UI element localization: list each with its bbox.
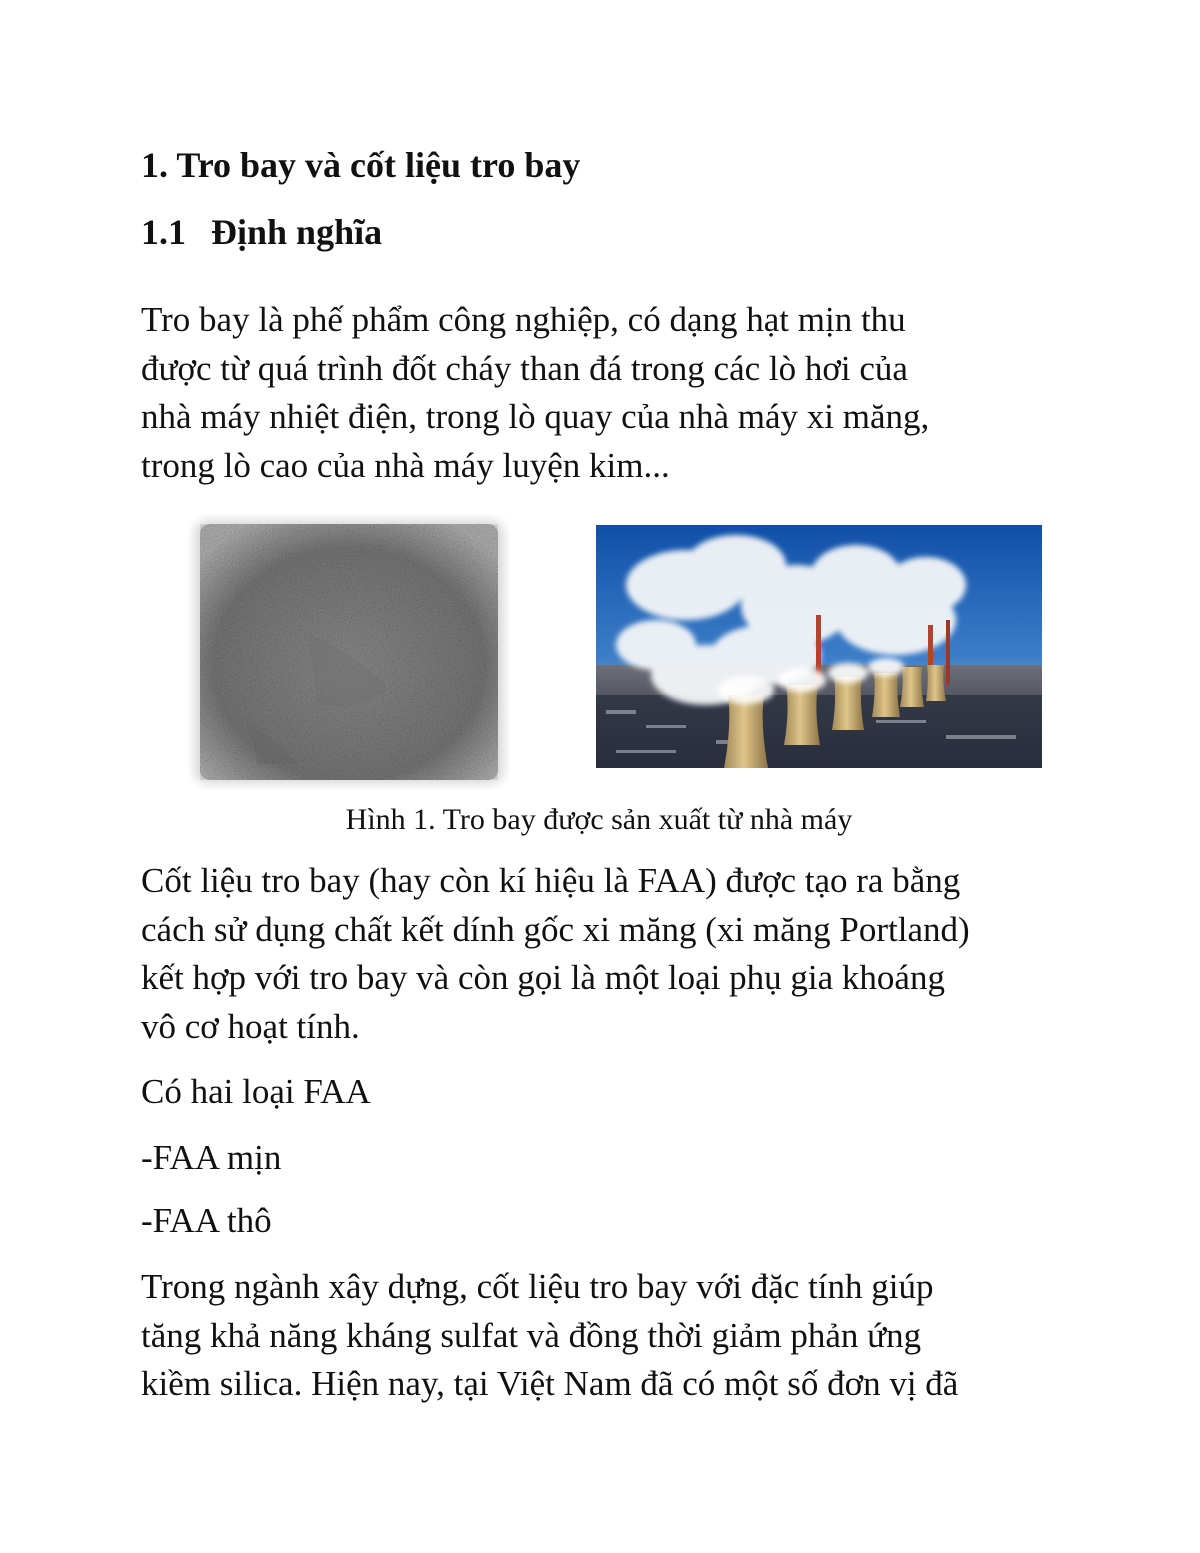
paragraph-line: tăng khả năng kháng sulfat và đồng thời giảm phản ứng [141,1315,922,1355]
faa-paragraph [141,857,1081,1051]
faa-type-coarse: -FAA thô [141,1201,272,1240]
figure-caption-text: Hình 1. Tro bay được sản xuất từ nhà máy [345,803,853,836]
definition-paragraph [141,296,1081,490]
paragraph-line: trong lò cao của nhà máy luyện kim... [141,445,670,485]
faa-type-item [141,1197,1081,1246]
paragraph-line: vô cơ hoạt tính. [141,1006,360,1046]
paragraph-line: Tro bay là phế phẩm công nghiệp, có dạng hạt mịn thu [141,300,906,339]
subsection-heading [141,205,382,259]
subsection-title: Định nghĩa [211,212,383,252]
subsection-number: 1.1 [141,212,186,252]
paragraph-line: kiềm silica. Hiện nay, tại Việt Nam đã có một số đơn vị đã [141,1364,959,1403]
paragraph-line: được từ quá trình đốt cháy than đá trong các lò hơi của [141,348,908,388]
paragraph-line: Cốt liệu tro bay (hay còn kí hiệu là FAA) được tạo ra bằng [141,861,961,900]
paragraph-line: Trong ngành xây dựng, cốt liệu tro bay với đặc tính giúp [141,1267,934,1306]
paragraph-line: cách sử dụng chất kết dính gốc xi măng (xi măng Portland) [141,909,970,949]
figure-caption [0,800,1200,840]
faa-type-item [141,1134,1081,1183]
section-heading: 1. Tro bay và cốt liệu tro bay [141,145,581,185]
faa-type-fine: -FAA mịn [141,1138,282,1177]
paragraph-line: kết hợp với tro bay và còn gọi là một loại phụ gia khoáng [141,958,945,997]
construction-paragraph [141,1263,1081,1409]
power-plant-image [596,525,1042,768]
fly-ash-image [188,514,510,790]
faa-types-intro-text: Có hai loại FAA [141,1072,371,1111]
paragraph-line: nhà máy nhiệt điện, trong lò quay của nhà máy xi măng, [141,397,930,436]
faa-types-intro [141,1068,1081,1117]
